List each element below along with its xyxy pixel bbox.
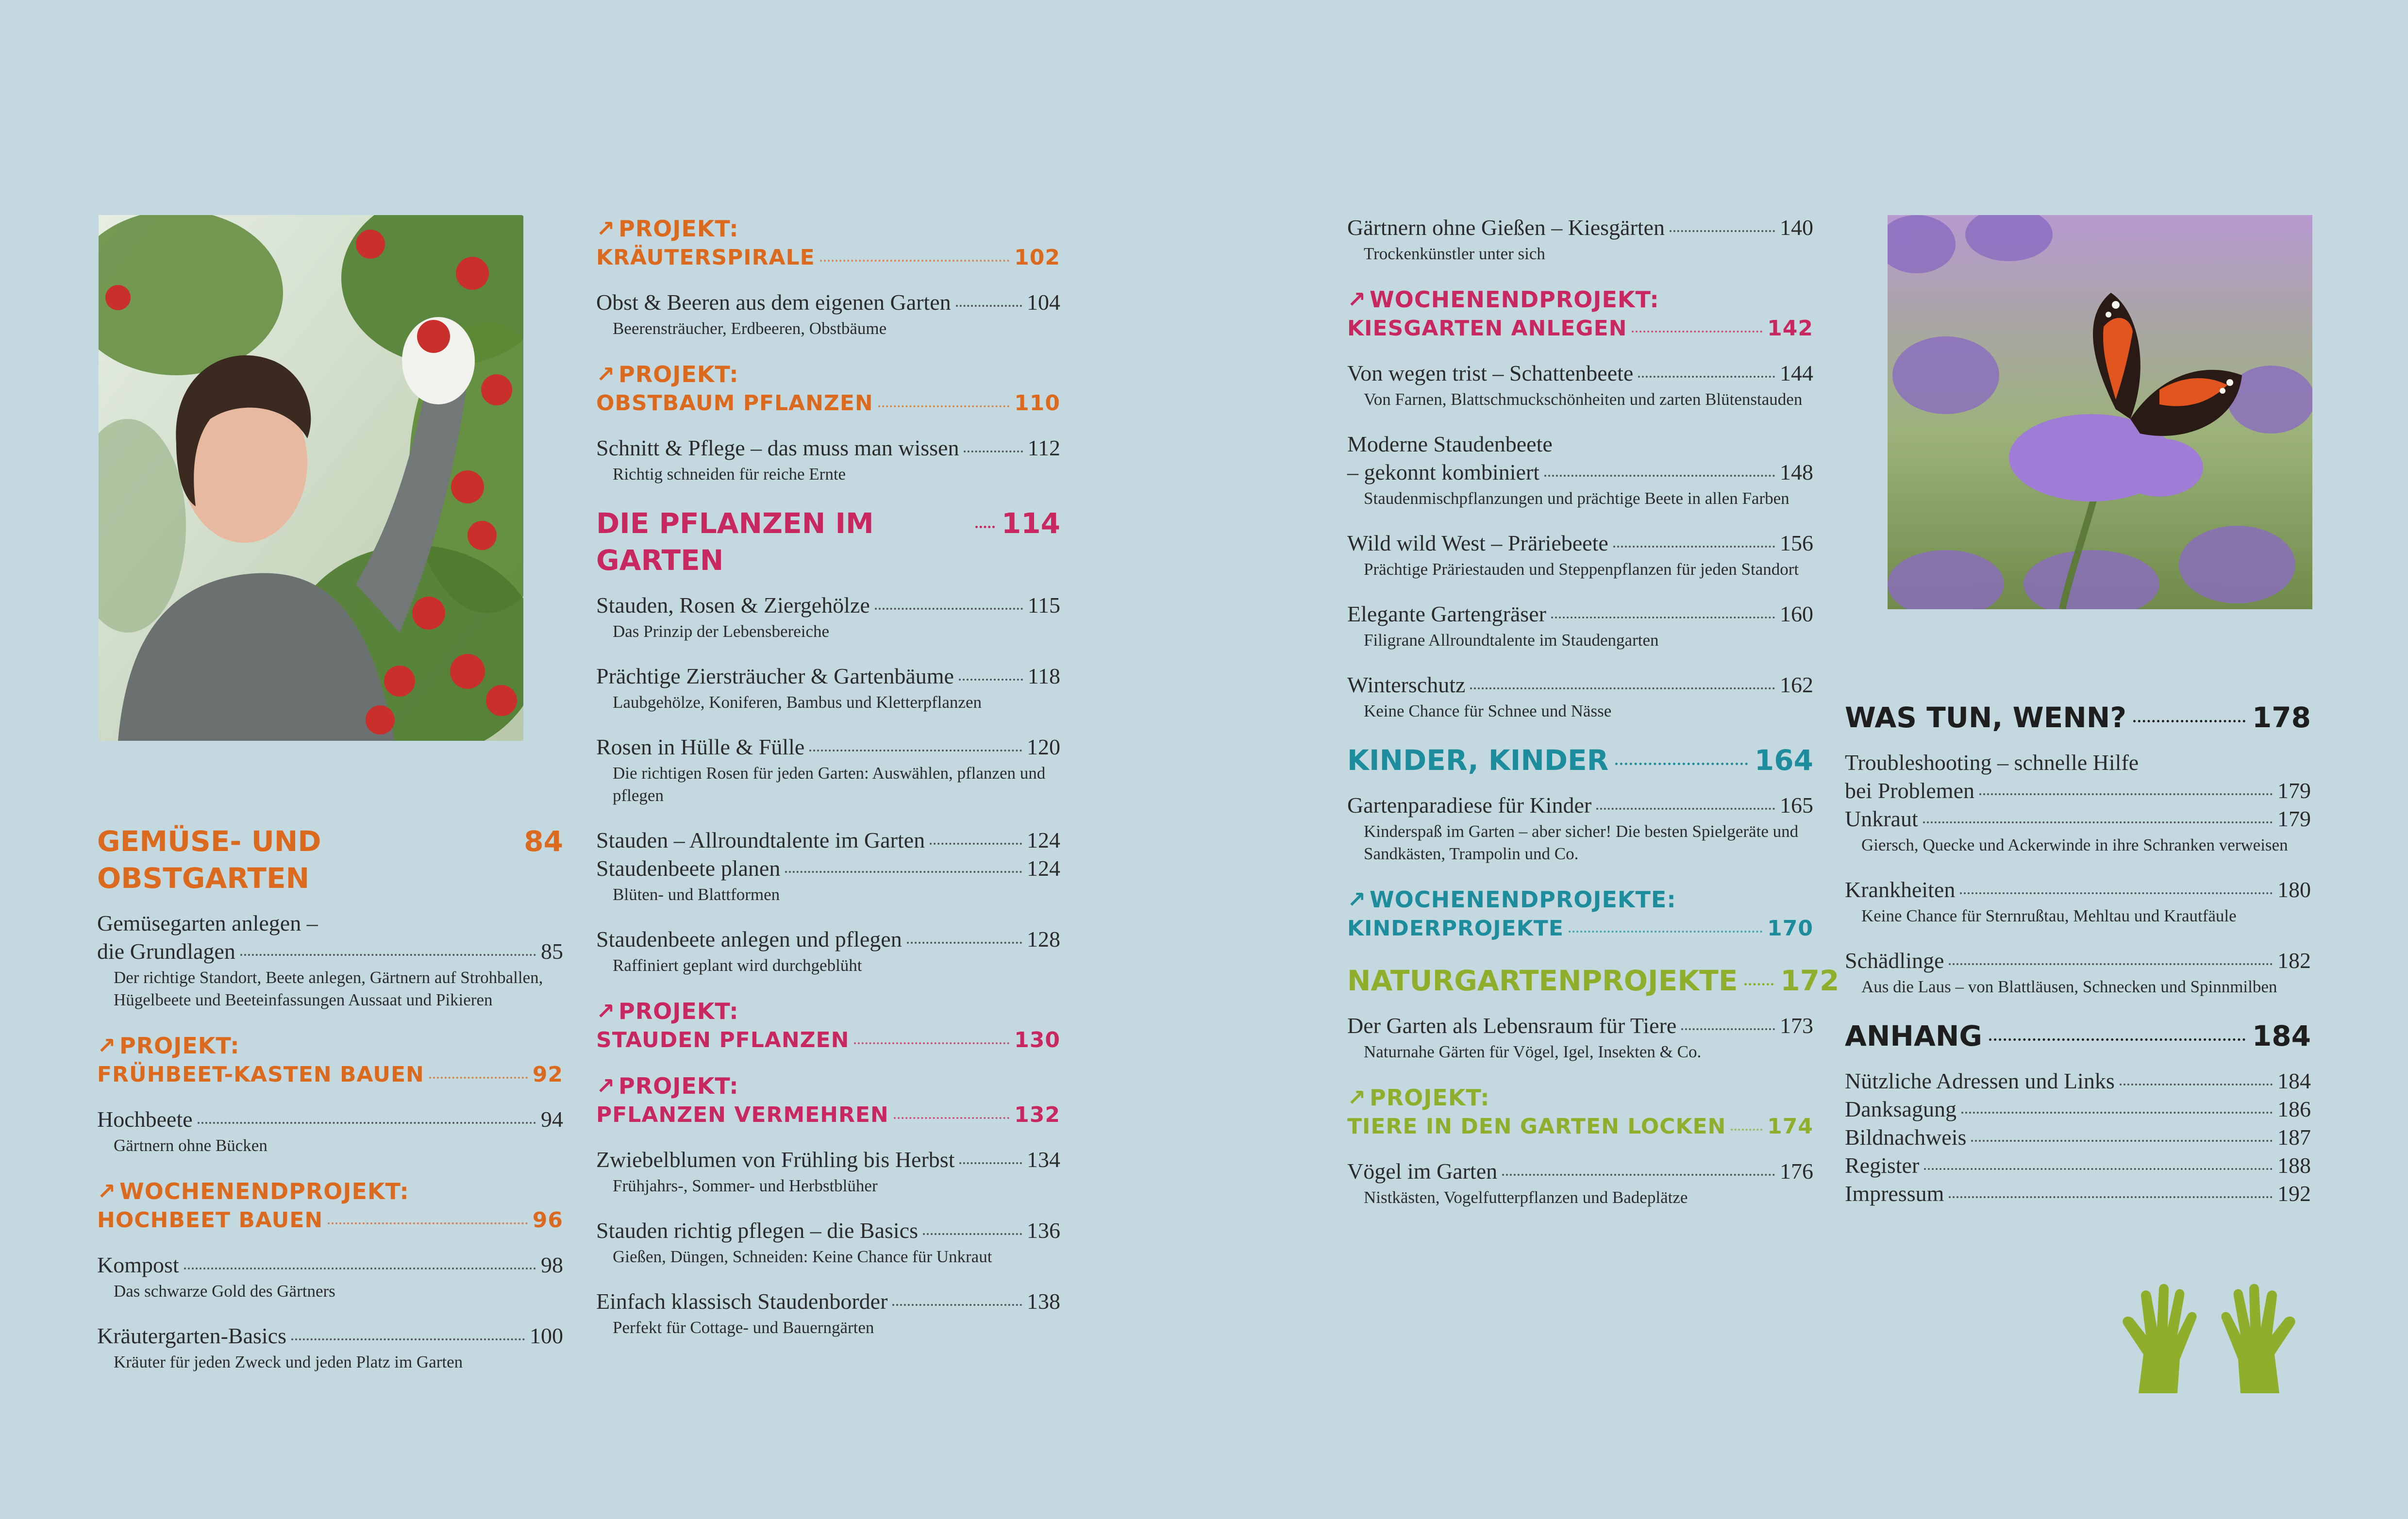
- arrow-up-right-icon: ↗: [1347, 286, 1367, 313]
- project-page: 142: [1767, 316, 1813, 341]
- section-heading-gemuese[interactable]: [97, 823, 563, 897]
- entry-page: 128: [1027, 927, 1060, 951]
- toc-entry[interactable]: [1845, 1152, 2311, 1180]
- entry-page: 115: [1027, 593, 1060, 618]
- entry-page: 98: [541, 1252, 563, 1277]
- entry-page: 192: [2277, 1181, 2311, 1206]
- toc-entry[interactable]: [97, 1105, 563, 1157]
- entry-title: Staudenbeete planen: [596, 856, 781, 881]
- project-entry[interactable]: [97, 1176, 563, 1235]
- entry-page: 112: [1027, 435, 1060, 460]
- entry-title: Gemüsegarten anlegen –: [97, 911, 318, 935]
- entry-page: 176: [1780, 1159, 1813, 1184]
- section-page: 172: [1780, 964, 1839, 997]
- section-page: 184: [2252, 1019, 2311, 1052]
- project-entry[interactable]: [596, 1071, 1060, 1129]
- toc-entry[interactable]: [596, 925, 1060, 977]
- toc-entry[interactable]: [1347, 529, 1813, 581]
- entry-page: 85: [541, 939, 563, 964]
- entry-page: 140: [1780, 215, 1813, 240]
- toc-entry[interactable]: [1347, 1012, 1813, 1063]
- entry-title: Danksagung: [1845, 1097, 1956, 1121]
- project-entry[interactable]: [596, 996, 1060, 1054]
- project-page: 132: [1014, 1102, 1060, 1127]
- entry-description: Kinderspaß im Garten – aber sicher! Die besten Spielgeräte und Sandkästen, Trampolin und Co.: [1364, 822, 1799, 863]
- butterfly-on-verbena-photo: [1888, 215, 2312, 609]
- entry-page: 160: [1780, 601, 1813, 626]
- project-title: KINDERPROJEKTE: [1347, 916, 1564, 941]
- toc-entry[interactable]: [596, 1287, 1060, 1339]
- entry-page: 179: [2277, 778, 2311, 803]
- project-title: KRÄUTERSPIRALE: [596, 245, 815, 270]
- entry-page: 138: [1027, 1289, 1060, 1314]
- entry-title: Moderne Staudenbeete: [1347, 432, 1553, 456]
- entry-title: Impressum: [1845, 1181, 1944, 1206]
- entry-page: 173: [1780, 1013, 1813, 1038]
- entry-title: Wild wild West – Präriebeete: [1347, 531, 1608, 555]
- section-page: 84: [524, 825, 563, 858]
- toc-column-1: [97, 803, 563, 1393]
- project-kicker: WOCHENENDPROJEKT:: [1370, 286, 1659, 313]
- entry-title: – gekonnt kombiniert: [1347, 460, 1540, 484]
- entry-title: Zwiebelblumen von Frühling bis Herbst: [596, 1147, 955, 1172]
- project-title: HOCHBEET BAUEN: [97, 1208, 323, 1233]
- section-title: DIE PFLANZEN IM GARTEN: [596, 507, 874, 577]
- toc-column-3: [1347, 214, 1839, 1228]
- entry-page: 156: [1780, 531, 1813, 555]
- entry-description: Trockenkünstler unter sich: [1364, 244, 1545, 263]
- project-title: TIERE IN DEN GARTEN LOCKEN: [1347, 1114, 1726, 1139]
- arrow-up-right-icon: ↗: [97, 1033, 117, 1059]
- arrow-up-right-icon: ↗: [1347, 886, 1367, 913]
- toc-entry[interactable]: [1845, 805, 2311, 856]
- project-page: 170: [1767, 916, 1813, 941]
- project-page: 96: [532, 1208, 563, 1233]
- toc-entry[interactable]: [596, 1146, 1060, 1197]
- toc-entry[interactable]: [596, 826, 1060, 906]
- entry-description: Beerensträucher, Erdbeeren, Obstbäume: [613, 319, 887, 338]
- section-heading-was-tun[interactable]: [1845, 699, 2311, 736]
- entry-title: Gartenparadiese für Kinder: [1347, 793, 1592, 818]
- entry-title: Hochbeete: [97, 1107, 193, 1132]
- entry-description: Giersch, Quecke und Ackerwinde in ihre Schranken verweisen: [1861, 835, 2288, 854]
- entry-page: 187: [2277, 1125, 2311, 1150]
- section-title: WAS TUN, WENN?: [1845, 701, 2126, 734]
- toc-entry[interactable]: [596, 288, 1060, 340]
- arrow-up-right-icon: ↗: [596, 998, 616, 1024]
- project-kicker: PROJEKT:: [619, 1073, 739, 1099]
- toc-entry[interactable]: [1347, 671, 1813, 722]
- toc-entry[interactable]: [1845, 749, 2311, 805]
- entry-page: 124: [1027, 828, 1060, 852]
- entry-description: Von Farnen, Blattschmuckschönheiten und zarten Blütenstauden: [1364, 390, 1803, 409]
- entry-title: Winterschutz: [1347, 672, 1466, 697]
- toc-entry[interactable]: [1845, 1123, 2311, 1152]
- entry-title: Prächtige Ziersträucher & Gartenbäume: [596, 664, 954, 688]
- project-page: 102: [1014, 245, 1060, 270]
- entry-description: Keine Chance für Sternrußtau, Mehltau und Krautfäule: [1861, 906, 2237, 925]
- project-entry[interactable]: [596, 359, 1060, 417]
- toc-entry[interactable]: [1347, 214, 1813, 265]
- toc-entry[interactable]: [1347, 359, 1813, 411]
- project-kicker: PROJEKT:: [619, 998, 739, 1024]
- entry-page: 104: [1027, 290, 1060, 315]
- entry-title: Register: [1845, 1153, 1920, 1178]
- project-kicker: WOCHENENDPROJEKTE:: [1370, 886, 1676, 913]
- entry-description: Laubgehölze, Koniferen, Bambus und Kletterpflanzen: [613, 693, 982, 712]
- section-page: 114: [1001, 507, 1060, 540]
- section-page: 164: [1754, 744, 1813, 777]
- toc-entry[interactable]: [596, 1217, 1060, 1268]
- entry-title: Von wegen trist – Schattenbeete: [1347, 361, 1634, 385]
- toc-entry[interactable]: [97, 1322, 563, 1373]
- section-page: 178: [2252, 701, 2311, 734]
- entry-page: 124: [1027, 856, 1060, 881]
- entry-title: Obst & Beeren aus dem eigenen Garten: [596, 290, 951, 315]
- woman-picking-apples-photo: [99, 215, 523, 741]
- project-kicker: WOCHENENDPROJEKT:: [119, 1178, 409, 1204]
- arrow-up-right-icon: ↗: [596, 1073, 616, 1099]
- entry-page: 165: [1780, 793, 1813, 818]
- project-entry[interactable]: [1347, 885, 1813, 943]
- entry-description: Raffiniert geplant wird durchgeblüht: [613, 956, 862, 975]
- toc-entry[interactable]: [1845, 876, 2311, 927]
- project-title: FRÜHBEET-KASTEN BAUEN: [97, 1062, 424, 1087]
- toc-entry[interactable]: [596, 434, 1060, 485]
- project-kicker: PROJEKT:: [619, 361, 739, 387]
- entry-title: Troubleshooting – schnelle Hilfe: [1845, 750, 2139, 775]
- entry-page: 136: [1027, 1218, 1060, 1243]
- project-title: PFLANZEN VERMEHREN: [596, 1102, 889, 1127]
- section-title: NATURGARTENPROJEKTE: [1347, 964, 1738, 997]
- entry-description: Staudenmischpflanzungen und prächtige Beete in allen Farben: [1364, 489, 1789, 508]
- project-entry[interactable]: [1347, 1083, 1813, 1141]
- entry-description: Prächtige Präriestauden und Steppenpflanzen für jeden Standort: [1364, 560, 1799, 579]
- entry-description: Nistkästen, Vogelfutterpflanzen und Badeplätze: [1364, 1188, 1688, 1207]
- entry-description: Gießen, Düngen, Schneiden: Keine Chance für Unkraut: [613, 1247, 992, 1266]
- toc-entry[interactable]: [596, 662, 1060, 714]
- toc-entry[interactable]: [1347, 1157, 1813, 1209]
- entry-page: 120: [1027, 734, 1060, 759]
- project-title: STAUDEN PFLANZEN: [596, 1028, 850, 1052]
- entry-title: Rosen in Hülle & Fülle: [596, 734, 805, 759]
- entry-description: Das Prinzip der Lebensbereiche: [613, 622, 830, 641]
- entry-description: Blüten- und Blattformen: [613, 885, 780, 904]
- entry-title: Unkraut: [1845, 806, 1918, 831]
- entry-title: Der Garten als Lebensraum für Tiere: [1347, 1013, 1677, 1038]
- entry-page: 182: [2277, 948, 2311, 973]
- entry-title: Stauden – Allroundtalente im Garten: [596, 828, 925, 852]
- entry-title: Staudenbeete anlegen und pflegen: [596, 927, 902, 951]
- entry-page: 188: [2277, 1153, 2311, 1178]
- entry-description: Der richtige Standort, Beete anlegen, Gärtnern auf Strohballen, Hügelbeete und Beeteinfassungen Aussaat und Pikieren: [114, 968, 543, 1009]
- entry-title: Bildnachweis: [1845, 1125, 1967, 1150]
- entry-page: 148: [1780, 460, 1813, 484]
- toc-entry[interactable]: [596, 733, 1060, 807]
- entry-description: Naturnahe Gärten für Vögel, Igel, Insekten & Co.: [1364, 1042, 1702, 1061]
- entry-title: Schädlinge: [1845, 948, 1944, 973]
- entry-description: Kräuter für jeden Zweck und jeden Platz im Garten: [114, 1352, 463, 1371]
- entry-page: 94: [541, 1107, 563, 1132]
- section-title: KINDER, KINDER: [1347, 744, 1609, 777]
- project-title: OBSTBAUM PFLANZEN: [596, 391, 873, 416]
- section-title: ANHANG: [1845, 1019, 1983, 1052]
- toc-entry[interactable]: [1347, 600, 1813, 651]
- entry-description: Frühjahrs-, Sommer- und Herbstblüher: [613, 1176, 878, 1195]
- entry-page: 118: [1027, 664, 1060, 688]
- entry-page: 100: [530, 1323, 563, 1348]
- entry-page: 180: [2277, 877, 2311, 902]
- entry-page: 162: [1780, 672, 1813, 697]
- entry-page: 184: [2277, 1068, 2311, 1093]
- arrow-up-right-icon: ↗: [596, 361, 616, 387]
- entry-description: Filigrane Allroundtalente im Staudengarten: [1364, 631, 1659, 650]
- arrow-up-right-icon: ↗: [596, 216, 616, 242]
- toc-entry[interactable]: [596, 591, 1060, 643]
- entry-title: die Grundlagen: [97, 939, 235, 964]
- project-kicker: PROJEKT:: [119, 1033, 240, 1059]
- entry-title: Krankheiten: [1845, 877, 1956, 902]
- entry-description: Richtig schneiden für reiche Ernte: [613, 465, 846, 484]
- project-page: 174: [1767, 1114, 1813, 1139]
- toc-entry[interactable]: [1845, 1095, 2311, 1123]
- toc-entry[interactable]: [1845, 1067, 2311, 1095]
- project-entry[interactable]: [1347, 284, 1813, 343]
- project-page: 110: [1014, 391, 1060, 416]
- entry-description: Gärtnern ohne Bücken: [114, 1136, 268, 1155]
- section-heading-naturgarten[interactable]: [1347, 962, 1839, 999]
- entry-title: bei Problemen: [1845, 778, 1974, 803]
- entry-title: Vögel im Garten: [1347, 1159, 1498, 1184]
- arrow-up-right-icon: ↗: [97, 1178, 117, 1204]
- entry-description: Die richtigen Rosen für jeden Garten: Auswählen, pflanzen und pflegen: [613, 764, 1046, 805]
- entry-title: Nützliche Adressen und Links: [1845, 1068, 2115, 1093]
- toc-entry[interactable]: [97, 909, 563, 1011]
- toc-column-4: [1845, 680, 2311, 1208]
- entry-page: 134: [1027, 1147, 1060, 1172]
- section-heading-anhang[interactable]: [1845, 1018, 2311, 1054]
- project-entry[interactable]: [97, 1031, 563, 1089]
- project-entry[interactable]: [596, 214, 1060, 272]
- entry-description: Keine Chance für Schnee und Nässe: [1364, 701, 1612, 720]
- toc-column-2: [596, 214, 1060, 1358]
- project-kicker: PROJEKT:: [1370, 1085, 1490, 1111]
- section-title: GEMÜSE- UND OBSTGARTEN: [97, 825, 321, 895]
- entry-description: Aus die Laus – von Blattläusen, Schnecken und Spinnmilben: [1861, 977, 2277, 996]
- project-kicker: PROJEKT:: [619, 216, 739, 242]
- toc-entry[interactable]: [1845, 1180, 2311, 1208]
- toc-entry[interactable]: [1845, 947, 2311, 998]
- entry-title: Stauden, Rosen & Ziergehölze: [596, 593, 870, 618]
- section-heading-pflanzen[interactable]: [596, 505, 1060, 579]
- entry-title: Schnitt & Pflege – das muss man wissen: [596, 435, 959, 460]
- project-title: KIESGARTEN ANLEGEN: [1347, 316, 1627, 341]
- entry-page: 144: [1780, 361, 1813, 385]
- toc-entry[interactable]: [1347, 430, 1813, 510]
- entry-description: Perfekt für Cottage- und Bauerngärten: [613, 1318, 874, 1337]
- project-page: 130: [1014, 1028, 1060, 1052]
- entry-title: Kräutergarten-Basics: [97, 1323, 286, 1348]
- entry-page: 186: [2277, 1097, 2311, 1121]
- project-page: 92: [532, 1062, 563, 1087]
- entry-title: Einfach klassisch Staudenborder: [596, 1289, 888, 1314]
- gardening-gloves-icon: [2119, 1282, 2299, 1398]
- entry-description: Das schwarze Gold des Gärtners: [114, 1282, 335, 1301]
- entry-title: Kompost: [97, 1252, 179, 1277]
- section-heading-kinder[interactable]: [1347, 742, 1813, 779]
- entry-title: Gärtnern ohne Gießen – Kiesgärten: [1347, 215, 1665, 240]
- toc-entry[interactable]: [97, 1251, 563, 1302]
- arrow-up-right-icon: ↗: [1347, 1085, 1367, 1111]
- entry-title: Elegante Gartengräser: [1347, 601, 1546, 626]
- entry-title: Stauden richtig pflegen – die Basics: [596, 1218, 919, 1243]
- toc-entry[interactable]: [1347, 791, 1813, 865]
- entry-page: 179: [2277, 806, 2311, 831]
